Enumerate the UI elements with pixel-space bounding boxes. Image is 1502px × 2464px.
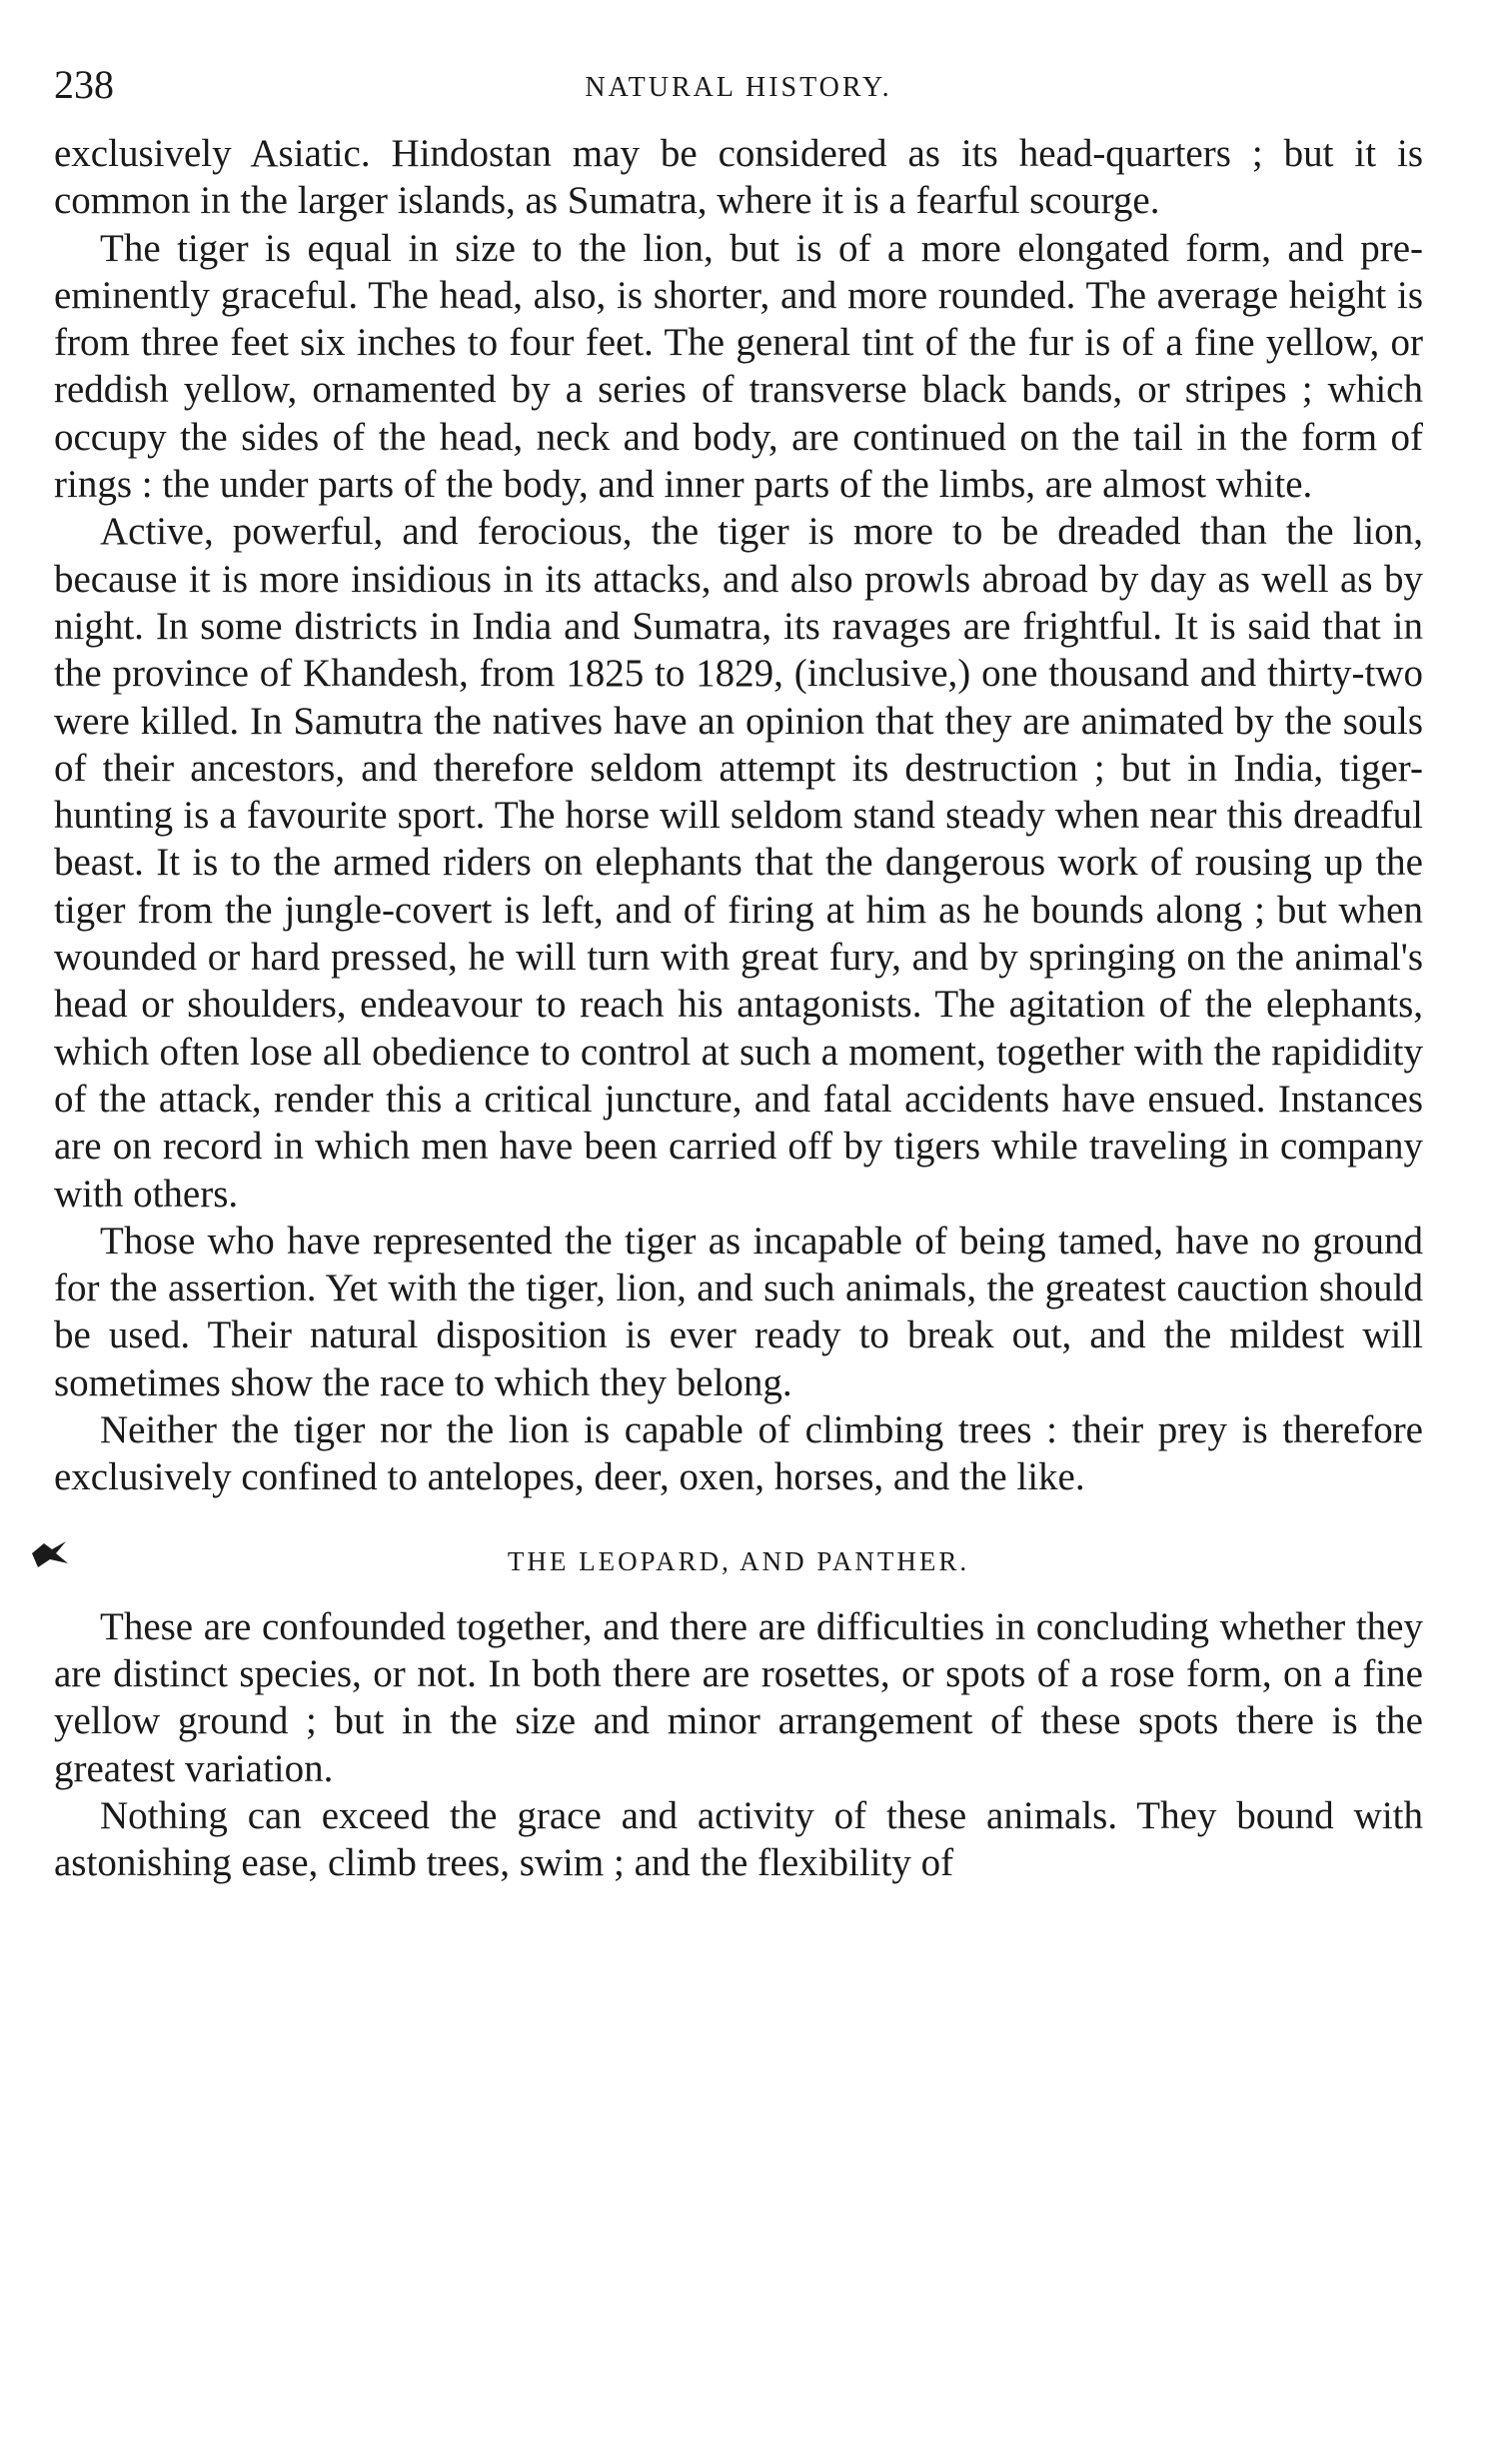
paragraph-tiger-taming: Those who have represented the tiger as incapable of being tamed, have no ground for the assertion. Yet with the tiger, lion, and such animals, the greatest cauction should be used. Their natural disposition is ever ready to break out, and the mildest will sometimes show the race to which they belong. <box>54 1219 1423 1404</box>
running-title: NATURAL HISTORY. <box>585 72 892 103</box>
paragraph-continued: exclusively Asiatic. Hindostan may be considered as its head-quarters ; but it is common in the larger islands, as Sumatra, where it is a fearful scourge. <box>54 132 1423 223</box>
paragraph-tiger-ferocity: Active, powerful, and ferocious, the tiger is more to be dreaded than the lion, because it is more insidious in its attacks, and also prowls abroad by day as well as by night. In some districts in India and Sumatra, its ravages are frightful. It is said that in the province of Khandesh, from 1825 to 1829, (inclusive,) one thousand and thirty-two were killed. In Samutra the natives have an opinion that they are animated by the souls of their ancestors, and therefore seldom attempt its destruction ; but in India, tiger-hunting is a favourite sport. The horse will seldom stand steady when near this dreadful beast. It is to the armed riders on elephants that the dangerous work of rousing up the tiger from the jungle-covert is left, and of firing at him as he bounds along ; but when wounded or hard pressed, he will turn with great fury, and by springing on the animal's head or shoulders, endeavour to reach his antagonists. The agitation of the elephants, which often lose all obedience to control at such a moment, together with the rapididity of the attack, render this a critical juncture, and fatal accidents have ensued. Instances are on record in which men have been carried off by tigers while traveling in company with others. <box>54 510 1423 1216</box>
section-heading: THE LEOPARD, AND PANTHER. <box>507 1545 970 1576</box>
page-number: 238 <box>54 62 114 107</box>
book-page <box>54 60 1423 1886</box>
paragraph-leopard-grace: Nothing can exceed the grace and activity of these animals. They bound with astonishing ease, climb trees, swim ; and the flexibility of <box>54 1793 1423 1885</box>
paragraph-leopard-panther: These are confounded together, and there are difficulties in concluding whether they are distinct species, or not. In both there are rosettes, or spots of a rose form, on a fine yellow ground ; but in the size and minor arrangement of these spots there is the greatest variation. <box>54 1604 1423 1790</box>
running-head <box>54 60 1423 130</box>
paragraph-tiger-climbing: Neither the tiger nor the lion is capable of climbing trees : their prey is therefore exclusively confined to antelopes, deer, oxen, horses, and the like. <box>54 1408 1423 1499</box>
paragraph-tiger-description: The tiger is equal in size to the lion, but is of a more elongated form, and pre-eminently graceful. The head, also, is shorter, and more rounded. The average height is from three feet six inches to four feet. The general tint of the fur is of a fine yellow, or reddish yellow, ornamented by a series of transverse black bands, or stripes ; which occupy the sides of the head, neck and body, are continued on the tail in the form of rings : the under parts of the body, and inner parts of the limbs, are almost white. <box>54 226 1423 507</box>
ink-blot-mark <box>30 1539 70 1569</box>
